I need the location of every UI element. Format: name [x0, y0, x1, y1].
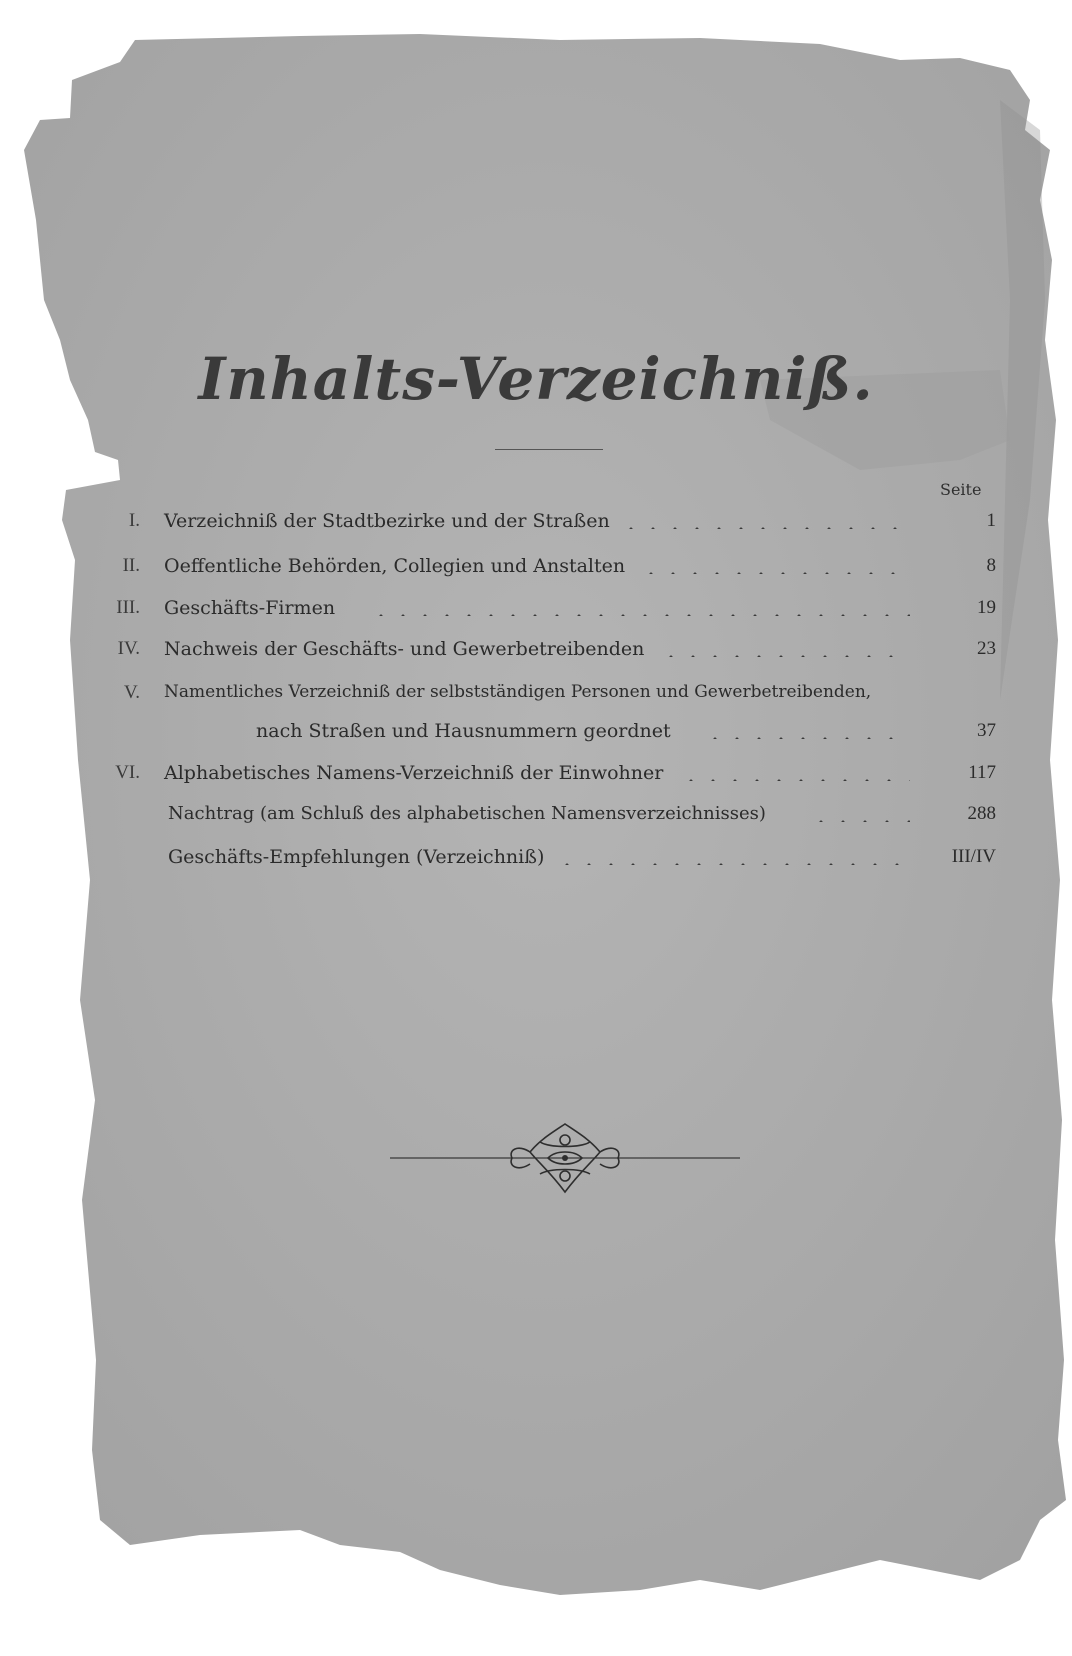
- toc-entry-number: I.: [128, 510, 140, 531]
- toc-entry-number: IV.: [117, 638, 140, 659]
- leader-dots: [370, 614, 910, 616]
- toc-entry-page: 117: [968, 762, 996, 783]
- toc-entry-page: 1: [986, 510, 996, 531]
- leader-dots: [704, 737, 910, 739]
- toc-entry-page: 19: [977, 597, 996, 618]
- toc-entry: [0, 682, 1072, 716]
- toc-entry-continuation: [0, 720, 1072, 754]
- toc-entry: [0, 510, 1072, 544]
- toc-entry: [0, 638, 1072, 672]
- toc-entry-title: Geschäfts-Firmen: [164, 597, 336, 619]
- leader-dots: [810, 820, 910, 822]
- toc-entry: [0, 597, 1072, 631]
- page-column-label: Seite: [940, 480, 982, 499]
- toc-entry-title: Nachweis der Geschäfts- und Gewerbetreibenden: [164, 638, 645, 660]
- toc-entry: [0, 846, 1072, 880]
- page-title: Inhalts-Verzeichniß.: [198, 345, 874, 413]
- toc-entry-page: III/IV: [951, 846, 996, 867]
- toc-entry-title: Namentliches Verzeichniß der selbstständigen Personen und Gewerbetreibenden,: [164, 682, 872, 702]
- toc-entry-number: II.: [122, 555, 140, 576]
- toc-entry-title: nach Straßen und Hausnummern geordnet: [256, 720, 671, 742]
- leader-dots: [660, 655, 910, 657]
- toc-entry-page: 8: [986, 555, 996, 576]
- toc-entry-number: VI.: [115, 762, 140, 783]
- toc-entry-number: V.: [123, 682, 140, 703]
- toc-entry: [0, 555, 1072, 589]
- toc-entry-title: Alphabetisches Namens-Verzeichniß der Einwohner: [164, 762, 664, 784]
- leader-dots: [556, 863, 910, 865]
- toc-entry-page: 288: [967, 803, 996, 824]
- toc-entry-page: 37: [977, 720, 996, 741]
- leader-dots: [620, 527, 910, 529]
- decorative-ornament: [390, 1120, 740, 1200]
- leader-dots: [680, 779, 910, 781]
- leader-dots: [640, 572, 910, 574]
- toc-entry-title: Nachtrag (am Schluß des alphabetischen Namensverzeichnisses): [168, 803, 766, 824]
- toc-entry-title: Geschäfts-Empfehlungen (Verzeichniß): [168, 846, 545, 868]
- title-rule: [495, 449, 603, 450]
- toc-entry-page: 23: [977, 638, 996, 659]
- toc-entry-title: Oeffentliche Behörden, Collegien und Anstalten: [164, 555, 626, 577]
- toc-entry: [0, 803, 1072, 837]
- toc-entry-title: Verzeichniß der Stadtbezirke und der Straßen: [164, 510, 610, 532]
- toc-entry-number: III.: [116, 597, 140, 618]
- toc-entry: [0, 762, 1072, 796]
